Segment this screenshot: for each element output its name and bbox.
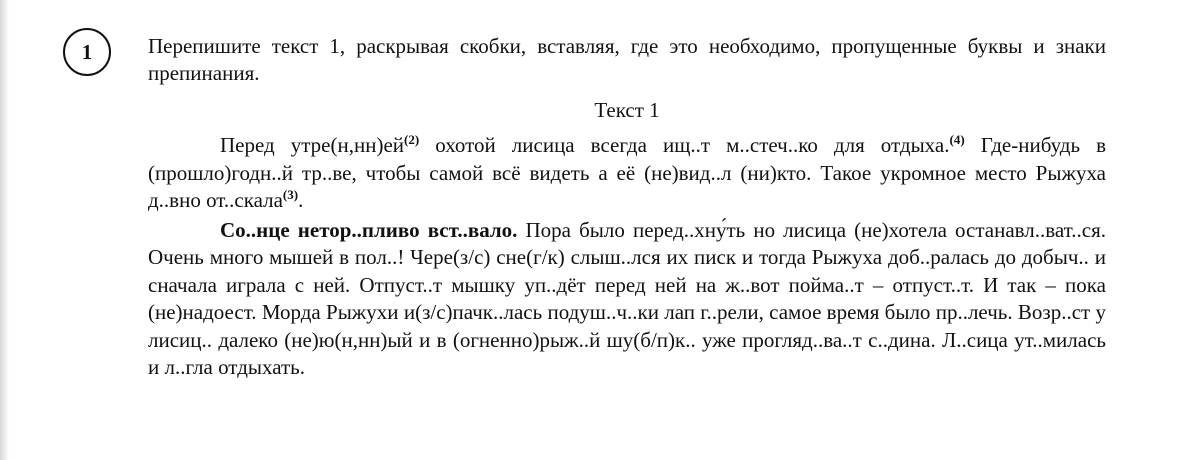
footnote-marker-2: (2) [404,132,420,147]
footnote-marker-4: (4) [949,132,965,147]
paragraph-1-part-2: охотой лисица всегда ищ..т м..стеч..ко для отдыха. [419,133,950,157]
text-paragraph-2 [148,217,1106,382]
paragraph-1-part-3: Где-нибудь в (прошло)годн..й тр..ве, чтобы самой всё видеть а её (не)вид..л (ни)кто. Такое укромное место Рыжуха д..вно от..скала [148,133,1107,212]
page-edge-shadow [0,0,9,460]
task-number: 1 [81,39,93,64]
paragraph-2-bold-sentence: Со..нце нетор..пливо вст..вало. [220,217,518,242]
text-paragraph-1 [148,132,1106,215]
footnote-marker-3: (3) [282,187,299,202]
paragraph-1-part-1: Перед утре(н,нн)ей [220,133,405,157]
task-number-badge [63,28,111,76]
task-instruction: Перепишите текст 1, раскрывая скобки, вставляя, где это необходимо, пропущенные буквы и знаки препинания. [148,34,1106,85]
text-title: Текст 1 [594,98,660,122]
task-content [148,33,1106,382]
paragraph-1-part-4: . [298,188,304,212]
paragraph-2-rest: Пора было перед..хну́ть но лисица (не)хотела останавл..ват..ся. Очень много мышей в пол..! Чере(з/с) сне(г/к) слыш..лся их писк и тогда Рыжуха доб..ралась до добыч.. и сначала играла с ней. Отпуст..т мышку уп..дёт перед ней на ж..вот пойма..т – отпуст..т. И так – пока (не)надоест. Морда Рыжухи и(з/с)пачк..лась подуш..ч..ки лап г..рели, самое время было пр..лечь. Возр..ст у лисиц.. далеко (не)ю(н,нн)ый и в (огненно)рыж..й шу(б/п)к.. уже прогляд..ва..т с..дина. Л..сица ут..милась и л..гла отдыхать. [148,217,1107,379]
